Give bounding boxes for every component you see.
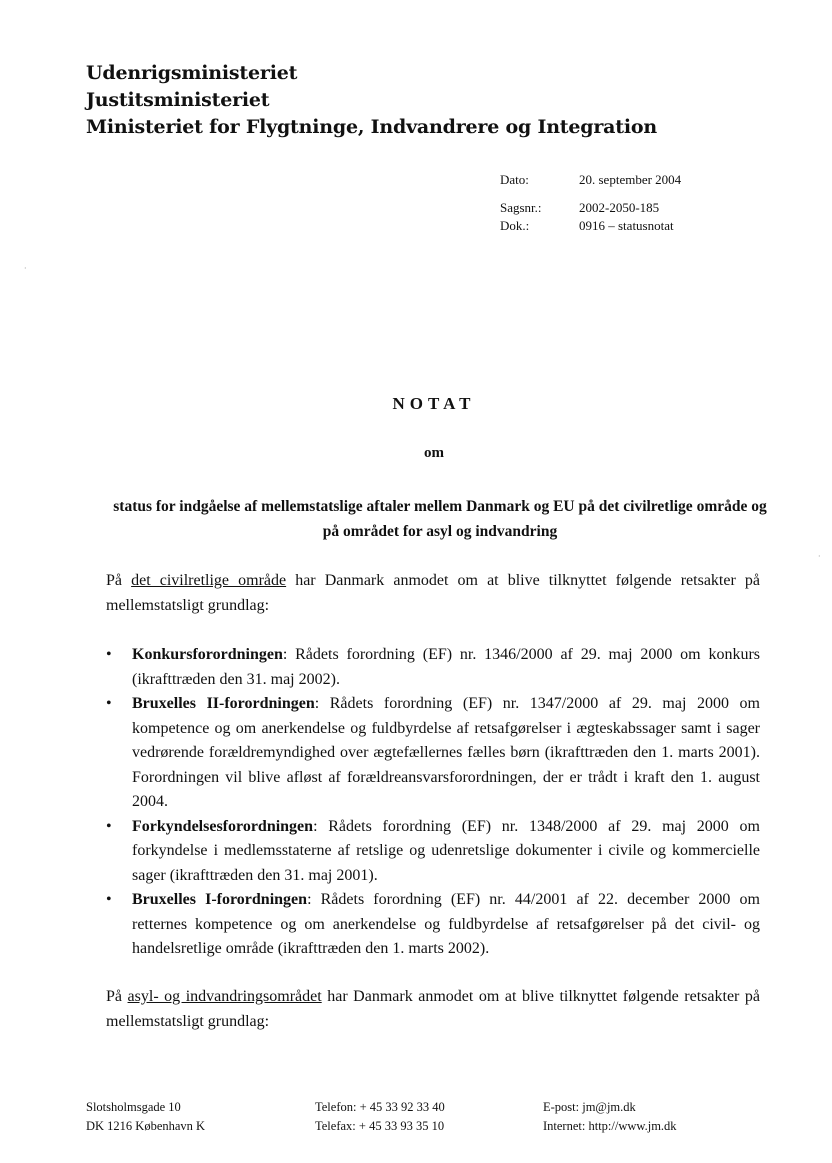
scan-speck: · — [818, 552, 821, 561]
footer-address — [86, 1098, 205, 1136]
list-item — [106, 692, 760, 815]
footer-phone — [315, 1098, 445, 1136]
asylum-area-term: asyl- og indvandringsområdet — [127, 988, 322, 1005]
list-item — [106, 888, 760, 962]
document-title: NOTAT — [392, 394, 476, 413]
case-value: 2002-2050-185 — [579, 200, 660, 215]
regulation-text: : Rådets forordning (EF) nr. 1348/2000 af 29. maj 2000 om forkyndelse i medlemsstaterne af retslige og udenretslige dokumenter i civile og kommercielle sager (ikrafttræden den 31. maj 2001). — [132, 817, 760, 884]
intro-paragraph-civil — [106, 569, 760, 618]
case-label: Sagsnr.: — [500, 200, 542, 215]
regulation-text: : Rådets forordning (EF) nr. 1346/2000 af 29. maj 2000 om konkurs (ikrafttræden den 31. maj 2002). — [132, 646, 760, 688]
date-row — [500, 171, 681, 189]
list-item — [106, 643, 760, 692]
date-label: Dato: — [500, 172, 529, 187]
fax-line: Telefax: + 45 33 93 35 10 — [315, 1119, 445, 1133]
ministry-name: Udenrigsministeriet — [86, 62, 298, 84]
intro-paragraph-asylum — [106, 985, 760, 1034]
date-value: 20. september 2004 — [579, 172, 682, 187]
phone-line: Telefon: + 45 33 92 33 40 — [315, 1100, 445, 1114]
ministry-name: Justitsministeriet — [86, 89, 270, 111]
regulation-name: Bruxelles II-forordningen — [132, 695, 315, 712]
ministries-header — [86, 60, 657, 141]
address-line: DK 1216 København K — [86, 1119, 206, 1133]
web-line: Internet: http://www.jm.dk — [543, 1119, 677, 1133]
intro-prefix: På — [106, 572, 132, 589]
regulation-name: Forkyndelsesforordningen — [132, 817, 314, 835]
footer-contact — [543, 1098, 677, 1136]
case-row — [500, 199, 681, 217]
regulation-text: : Rådets forordning (EF) nr. 1347/2000 af 29. maj 2000 om kompetence og om anerkendelse og fuldbyrdelse af retsafgørelser i ægteskabssager samt i sager vedrørende forældremyndighed over ægtefællernes fælles børn (ikrafttræden den 1. marts 2001). Forordningen vil blive afløst af forældreansvarsforordningen, der er trådt i kraft den 1. august 2004. — [132, 695, 760, 810]
doc-label: Dok.: — [500, 218, 530, 233]
document-subject: status for indgåelse af mellemstatslige aftaler mellem Danmark og EU på det civilretlige område og på området for asyl og indvandring — [113, 498, 767, 540]
bullet-icon: • — [106, 646, 112, 663]
bullet-icon: • — [106, 817, 112, 835]
regulation-name: Konkursforordningen — [132, 646, 283, 663]
ministry-name: Ministeriet for Flygtninge, Indvandrere og Integration — [86, 116, 657, 138]
intro-suffix: har Danmark anmodet om at blive tilknyttet følgende retsakter på mellemstatsligt grundlag: — [106, 988, 761, 1030]
bullet-icon: • — [106, 891, 112, 908]
civil-area-term: det civilretlige område — [131, 572, 287, 589]
doc-row — [500, 217, 681, 235]
document-meta — [500, 171, 681, 235]
list-item — [106, 815, 760, 889]
intro-prefix: På — [106, 988, 128, 1005]
regulation-name: Bruxelles I-forordningen — [132, 891, 308, 908]
regulation-text: : Rådets forordning (EF) nr. 44/2001 af 22. december 2000 om retternes kompetence og om anerkendelse og fuldbyrdelse af retsafgørelser på det civil- og handelsretlige område (ikrafttræden den 1. marts 2002). — [132, 891, 760, 957]
intro-suffix: har Danmark anmodet om at blive tilknyttet følgende retsakter på mellemstatsligt grundlag: — [106, 572, 761, 614]
doc-value: 0916 – statusnotat — [579, 218, 674, 233]
regulation-list — [106, 643, 760, 962]
email-line: E-post: jm@jm.dk — [543, 1100, 636, 1114]
scan-speck: · — [24, 264, 27, 273]
address-line: Slotsholmsgade 10 — [86, 1100, 181, 1114]
bullet-icon: • — [106, 695, 112, 712]
title-om: om — [424, 445, 444, 461]
